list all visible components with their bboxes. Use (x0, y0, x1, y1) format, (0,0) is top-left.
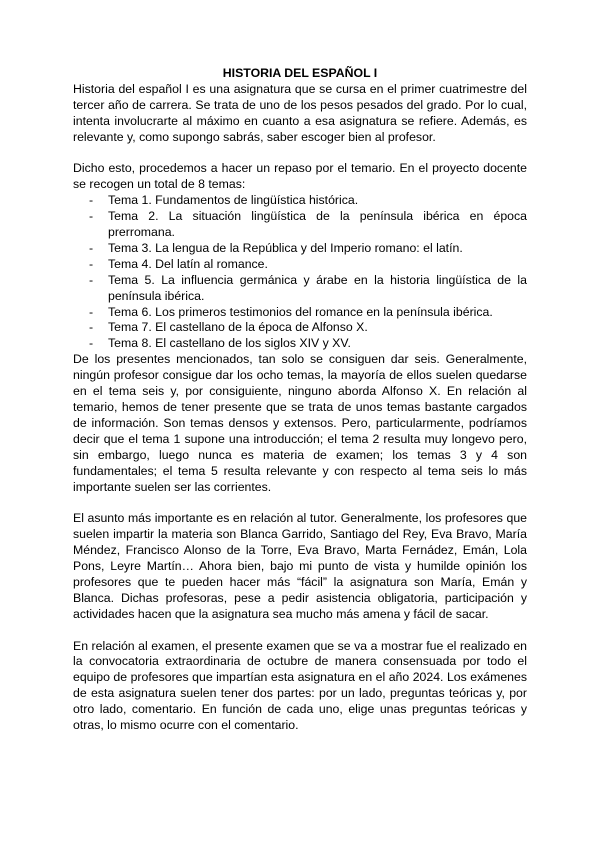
temas-list (73, 193, 527, 352)
paragraph-spacer (73, 146, 527, 162)
tema-text: Tema 5. La influencia germánica y árabe en la historia lingüística de la península ibérica. (108, 272, 527, 303)
paragraph-spacer (73, 623, 527, 639)
dash-bullet: - (89, 320, 94, 335)
list-item (73, 336, 527, 352)
list-item (73, 193, 527, 209)
list-item (73, 257, 527, 273)
examen-paragraph: En relación al examen, el presente examen que se va a mostrar fue el realizado en la convocatoria extraordinaria de octubre de manera consensuada por todo el equipo de profesores que impartían esta asignatura en el año 2024. Los exámenes de esta asignatura suelen tener dos partes: por un lado, preguntas teóricas y, por otro lado, comentario. En función de cada uno, elige unas preguntas teóricas y otras, lo mismo ocurre con el comentario. (73, 638, 527, 733)
tema-text: Tema 7. El castellano de la época de Alfonso X. (108, 320, 368, 335)
dash-bullet: - (89, 193, 94, 208)
list-item (73, 273, 527, 305)
list-item (73, 305, 527, 321)
dash-bullet: - (89, 336, 94, 351)
list-item (73, 209, 527, 241)
tema-text: Tema 1. Fundamentos de lingüística histórica. (108, 193, 359, 208)
dash-bullet: - (89, 256, 94, 271)
document-title: HISTORIA DEL ESPAÑOL I (222, 66, 378, 80)
paragraph-spacer (73, 495, 527, 511)
dash-bullet: - (89, 272, 94, 287)
dash-bullet: - (89, 209, 94, 224)
tema-text: Tema 3. La lengua de la República y del Imperio romano: el latín. (108, 240, 463, 255)
dash-bullet: - (89, 304, 94, 319)
temario-intro-paragraph: Dicho esto, procedemos a hacer un repaso por el temario. En el proyecto docente se recogen un total de 8 temas: (73, 161, 527, 192)
tema-text: Tema 8. El castellano de los siglos XIV y XV. (108, 336, 351, 351)
tema-text: Tema 2. La situación lingüística de la península ibérica en época prerromana. (108, 209, 527, 240)
dash-bullet: - (89, 240, 94, 255)
tutor-paragraph: El asunto más importante es en relación al tutor. Generalmente, los profesores que suelen impartir la materia son Blanca Garrido, Santiago del Rey, Eva Bravo, María Méndez, Francisco Alonso de la Torre, Eva Bravo, Marta Fernádez, Emán, Lola Pons, Leyre Martín… Ahora bien, bajo mi punto de vista y humilde opinión los profesores que te pueden hacer más “fácil” la asignatura son María, Emán y Blanca. Dichas profesoras, pese a pedir asistencia obligatoria, participación y actividades hacen que la asignatura sea mucho más amena y fácil de sacar. (73, 511, 527, 621)
intro-paragraph: Historia del español I es una asignatura que se cursa en el primer cuatrimestre del tercer año de carrera. Se trata de uno de los pesos pesados del grado. Por lo cual, intenta involucrarte al máximo en cuanto a esa asignatura se refiere. Además, es relevante y, como supongo sabrás, saber escoger bien al profesor. (73, 81, 527, 144)
list-item (73, 241, 527, 257)
document-page (73, 66, 527, 734)
list-item (73, 320, 527, 336)
tema-text: Tema 4. Del latín al romance. (108, 256, 268, 271)
tema-text: Tema 6. Los primeros testimonios del romance en la península ibérica. (108, 304, 493, 319)
temario-comment-paragraph: De los presentes mencionados, tan solo se consiguen dar seis. Generalmente, ningún profesor consigue dar los ocho temas, la mayoría de ellos suelen quedarse en el tema seis y, por consiguiente, ninguno aborda Alfonso X. En relación al temario, hemos de tener presente que se trata de unos temas bastante cargados de información. Son temas densos y extensos. Pero, particularmente, podríamos decir que el tema 1 supone una introducción; el tema 2 resulta muy longevo pero, sin embargo, luego nunca es materia de examen; los temas 3 y 4 son fundamentales; el tema 5 resulta relevante y con respecto al tema seis lo más importante suelen ser las corrientes. (73, 352, 527, 494)
